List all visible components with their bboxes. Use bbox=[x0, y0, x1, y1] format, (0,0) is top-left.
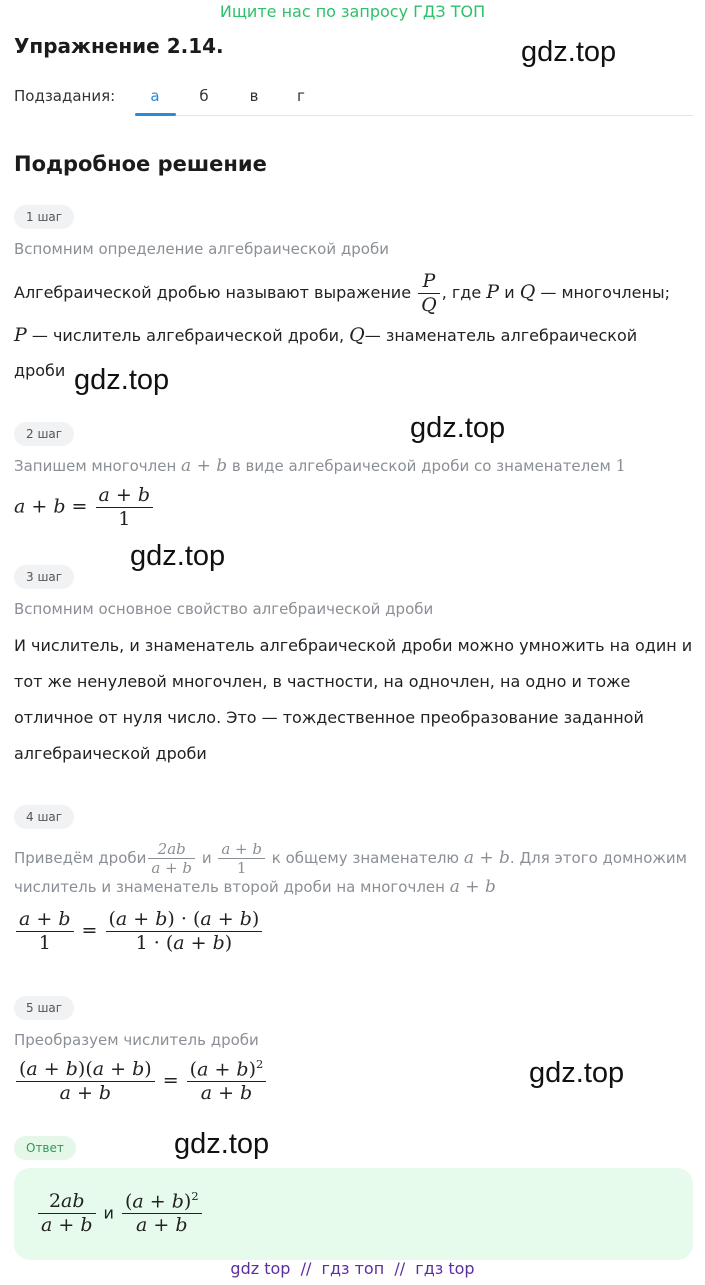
definition-text: Алгебраической дробью называют выражение bbox=[14, 283, 412, 302]
subtasks-label: Подзадания: bbox=[14, 87, 116, 105]
watermark: gdz.top bbox=[521, 36, 617, 68]
tab-g[interactable]: г bbox=[297, 87, 305, 105]
equation-step-5: $\frac{(a + b)(a + b)}{a + b}$ = $\frac{(a + b)^2}{a + b}$ bbox=[14, 1058, 268, 1105]
step-badge: 1 шаг bbox=[14, 205, 74, 229]
definition-text: — знаменатель алгебраической bbox=[364, 326, 638, 345]
answer-badge: Ответ bbox=[14, 1136, 76, 1160]
paragraph-line: тот же ненулевой многочлен, в частности, на одночлен, на одно и тоже bbox=[14, 672, 631, 691]
definition-text: — числитель алгебраической дроби, bbox=[31, 326, 345, 345]
step-hint: Запишем многочлен a + b в виде алгебраической дроби со знаменателем 1 bbox=[14, 456, 626, 476]
active-tab-indicator bbox=[135, 113, 176, 116]
exercise-title: Упражнение 2.14. bbox=[14, 34, 224, 58]
math-var: Q bbox=[519, 281, 536, 303]
step-badge: 3 шаг bbox=[14, 565, 74, 589]
watermark: gdz.top bbox=[174, 1128, 270, 1160]
math-var: P bbox=[486, 281, 500, 303]
paragraph-line: отличное от нуля число. Это — тождественное преобразование заданной bbox=[14, 708, 644, 727]
watermark: gdz.top bbox=[410, 412, 506, 444]
tabs-divider bbox=[135, 115, 693, 116]
step-1-text bbox=[14, 264, 699, 391]
answer-box bbox=[14, 1168, 693, 1260]
equation-step-2: a + b = $\frac{a + b}{1}$ bbox=[14, 484, 155, 531]
watermark: gdz.top bbox=[74, 364, 170, 396]
watermark: gdz.top bbox=[130, 540, 226, 572]
tab-v[interactable]: в bbox=[249, 87, 259, 105]
definition-text: дроби bbox=[14, 361, 66, 380]
search-banner: Ищите нас по запросу ГДЗ ТОП bbox=[219, 2, 486, 21]
answer-expression: $\frac{2ab}{a + b}$ и $\frac{(a + b)^2}{a + b}$ bbox=[36, 1190, 204, 1237]
step-3-text bbox=[14, 628, 699, 772]
step-hint: Приведём дроби $\frac{2ab}{a + b}$ и $\frac{a + b}{1}$ к общему знаменателю a + b. Для этого домножим числитель и знаменатель второй дроби на многочлен a + b bbox=[14, 840, 687, 897]
step-hint: Вспомним основное свойство алгебраической дроби bbox=[14, 600, 434, 618]
solution-heading: Подробное решение bbox=[14, 152, 267, 176]
step-hint: Преобразуем числитель дроби bbox=[14, 1031, 259, 1049]
definition-text: и bbox=[504, 283, 515, 302]
fraction-p-over-q: $\frac{P}{Q}$ bbox=[418, 270, 440, 317]
watermark: gdz.top bbox=[529, 1057, 625, 1089]
definition-text: , где bbox=[441, 283, 482, 302]
step-badge: 2 шаг bbox=[14, 422, 74, 446]
footer-links[interactable]: gdz top // гдз топ // гдз top bbox=[230, 1259, 475, 1278]
paragraph-line: алгебраической дроби bbox=[14, 744, 207, 763]
tab-b[interactable]: б bbox=[199, 87, 209, 105]
math-var: Q bbox=[349, 324, 365, 346]
step-badge: 5 шаг bbox=[14, 996, 74, 1020]
step-badge: 4 шаг bbox=[14, 805, 74, 829]
equation-step-4: $\frac{a + b}{1}$ = $\frac{(a + b) \cdot (a + b)}{1 \cdot (a + b)}$ bbox=[14, 908, 264, 955]
tab-a[interactable]: а bbox=[150, 87, 160, 105]
step-hint: Вспомним определение алгебраической дроби bbox=[14, 240, 389, 258]
definition-text: — многочлены; bbox=[540, 283, 670, 302]
paragraph-line: И числитель, и знаменатель алгебраической дроби можно умножить на один и bbox=[14, 636, 693, 655]
math-var: P bbox=[14, 324, 27, 346]
